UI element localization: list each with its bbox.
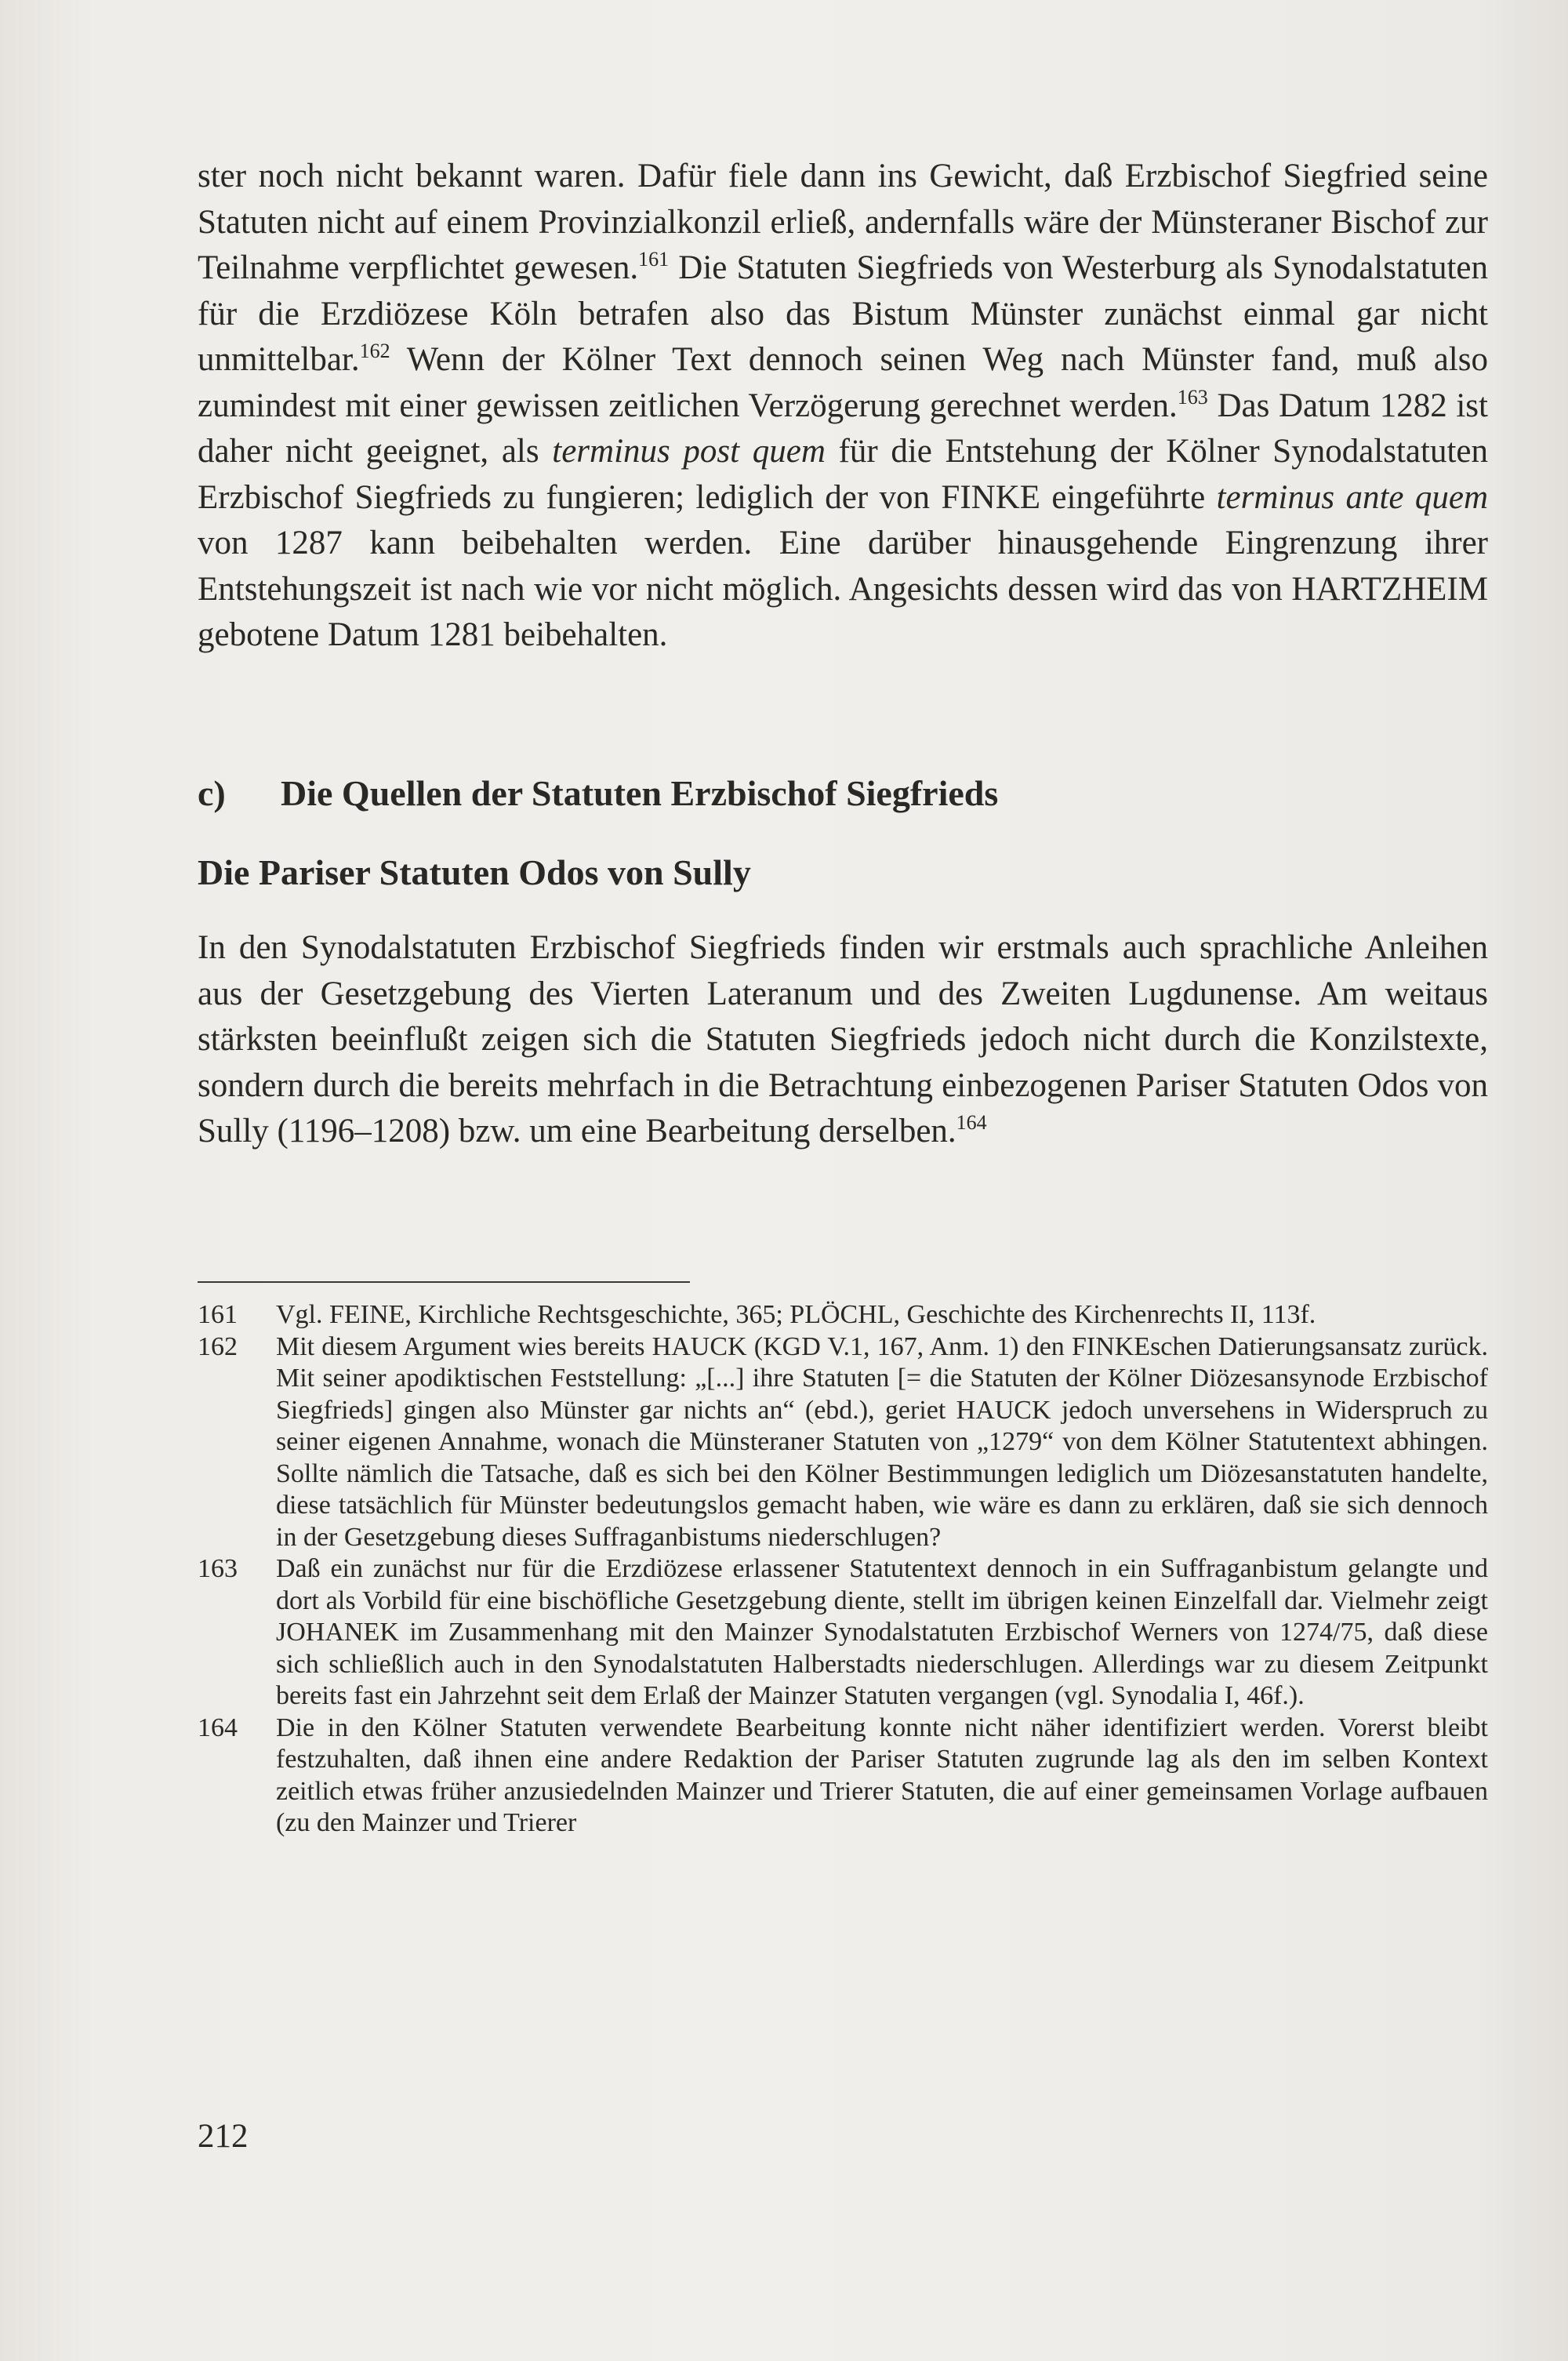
italic-terminus-ante-quem: terminus ante quem <box>1216 478 1489 516</box>
section-heading <box>198 770 1488 817</box>
section-number: c) <box>198 773 226 813</box>
main-text-6: von 1287 kann beibehalten werden. Eine darüber hinausgehende Eingrenzung ihrer Entstehungszeit ist nach wie vor nicht möglich. Angesichts dessen wird das von HARTZHEIM gebotene Datum 1281 beibehalten. <box>198 525 1488 653</box>
footnote-text: Vgl. FEINE, Kirchliche Rechtsgeschichte, 365; PLÖCHL, Geschichte des Kirchenrechts II, 113f. <box>276 1300 1316 1329</box>
footnote <box>198 1331 1488 1554</box>
footnote-ref-164[interactable]: 164 <box>956 1111 987 1134</box>
footnote <box>198 1299 1488 1331</box>
footnote-ref-162[interactable]: 162 <box>359 340 390 362</box>
italic-terminus-post-quem: terminus post quem <box>552 433 826 470</box>
footnote-number: 164 <box>198 1713 238 1742</box>
footnote-number: 162 <box>198 1331 238 1361</box>
footnote-text: Mit diesem Argument wies bereits HAUCK (KGD V.1, 167, Anm. 1) den FINKEschen Datierungsansatz zurück. Mit seiner apodiktischen Feststellung: „[...] ihre Statuten [= die Statuten der Kölner Diözesansynode Erzbischof Siegfrieds] gingen also Münster gar nichts an“ (ebd.), geriet HAUCK jedoch unversehens in Widerspruch zu seiner eigenen Annahme, wonach die Münsteraner Statuten von „1279“ von dem Kölner Statutentext abhingen. Sollte nämlich die Tatsache, daß es sich bei den Kölner Bestimmungen lediglich um Diözesanstatuten handelte, diese tatsächlich für Münster bedeutungslos gemacht haben, wie wäre es dann zu erklären, daß sie sich dennoch in der Gesetzgebung dieses Suffraganbistums niederschlugen? <box>276 1331 1488 1552</box>
footnote-text: Die in den Kölner Statuten verwendete Bearbeitung konnte nicht näher identifiziert werden. Vorerst bleibt festzuhalten, daß ihnen eine andere Redaktion der Pariser Statuten zugrunde lag als den im selben Kontext zeitlich etwas früher anzusiedelnden Mainzer und Trierer Statuten, die auf einer gemeinsamen Vorlage aufbauen (zu den Mainzer und Trierer <box>276 1713 1488 1837</box>
main-text-2: Die Statuten Siegfrieds von Westerburg als Synodalstatuten für die Erzdiözese Köln betrafen also das Bistum Münster zunächst einmal gar nicht unmittelbar. <box>198 249 1488 378</box>
main-paragraph <box>198 154 1488 659</box>
main-text-4: Das Datum 1282 ist daher nicht geeignet, als <box>198 387 1488 470</box>
subheading: Die Pariser Statuten Odos von Sully <box>198 852 751 892</box>
footnote-divider <box>198 1281 690 1283</box>
footnote-number: 161 <box>198 1300 238 1329</box>
footnote-text: Daß ein zunächst nur für die Erzdiözese erlassener Statutentext dennoch in ein Suffraganbistum gelangte und dort als Vorbild für eine bischöfliche Gesetzgebung diente, stellt im übrigen keinen Einzelfall dar. Vielmehr zeigt JOHANEK im Zusammenhang mit den Mainzer Synodalstatuten Erzbischof Werners von 1274/75, daß diese sich schließlich auch in den Synodalstatuten Halberstadts niederschlugen. Allerdings war zu diesem Zeitpunkt bereits fast ein Jahrzehnt seit dem Erlaß der Mainzer Statuten vergangen (vgl. Synodalia I, 46f.). <box>276 1554 1488 1710</box>
footnote <box>198 1713 1488 1840</box>
main-text-3: Wenn der Kölner Text dennoch seinen Weg nach Münster fand, muß also zumindest mit einer gewissen zeitlichen Verzögerung gerechnet werden. <box>198 341 1488 424</box>
second-paragraph <box>198 925 1488 1155</box>
footnote <box>198 1553 1488 1713</box>
main-text-1: ster noch nicht bekannt waren. Dafür fiele dann ins Gewicht, daß Erzbischof Siegfried seine Statuten nicht auf einem Provinzialkonzil erließ, andernfalls wäre der Münsteraner Bischof zur Teilnahme verpflichtet gewesen. <box>198 158 1488 286</box>
page-number: 212 <box>198 2118 249 2155</box>
section-title: Die Quellen der Statuten Erzbischof Siegfrieds <box>281 773 999 813</box>
footnote-ref-161[interactable]: 161 <box>638 248 670 271</box>
footnotes <box>198 1299 1488 1840</box>
main-text-5: für die Entstehung der Kölner Synodalstatuten Erzbischof Siegfrieds zu fungieren; lediglich der von FINKE eingeführte <box>198 433 1488 516</box>
second-paragraph-text: In den Synodalstatuten Erzbischof Siegfrieds finden wir erstmals auch sprachliche Anleihen aus der Gesetzgebung des Vierten Lateranum und des Zweiten Lugdunense. Am weitaus stärksten beeinflußt zeigen sich die Statuten Siegfrieds jedoch nicht durch die Konzilstexte, sondern durch die bereits mehrfach in die Betrachtung einbezogenen Pariser Statuten Odos von Sully (1196–1208) bzw. um eine Bearbeitung derselben. <box>198 929 1488 1150</box>
footnote-ref-163[interactable]: 163 <box>1177 385 1208 409</box>
footnote-number: 163 <box>198 1554 238 1583</box>
